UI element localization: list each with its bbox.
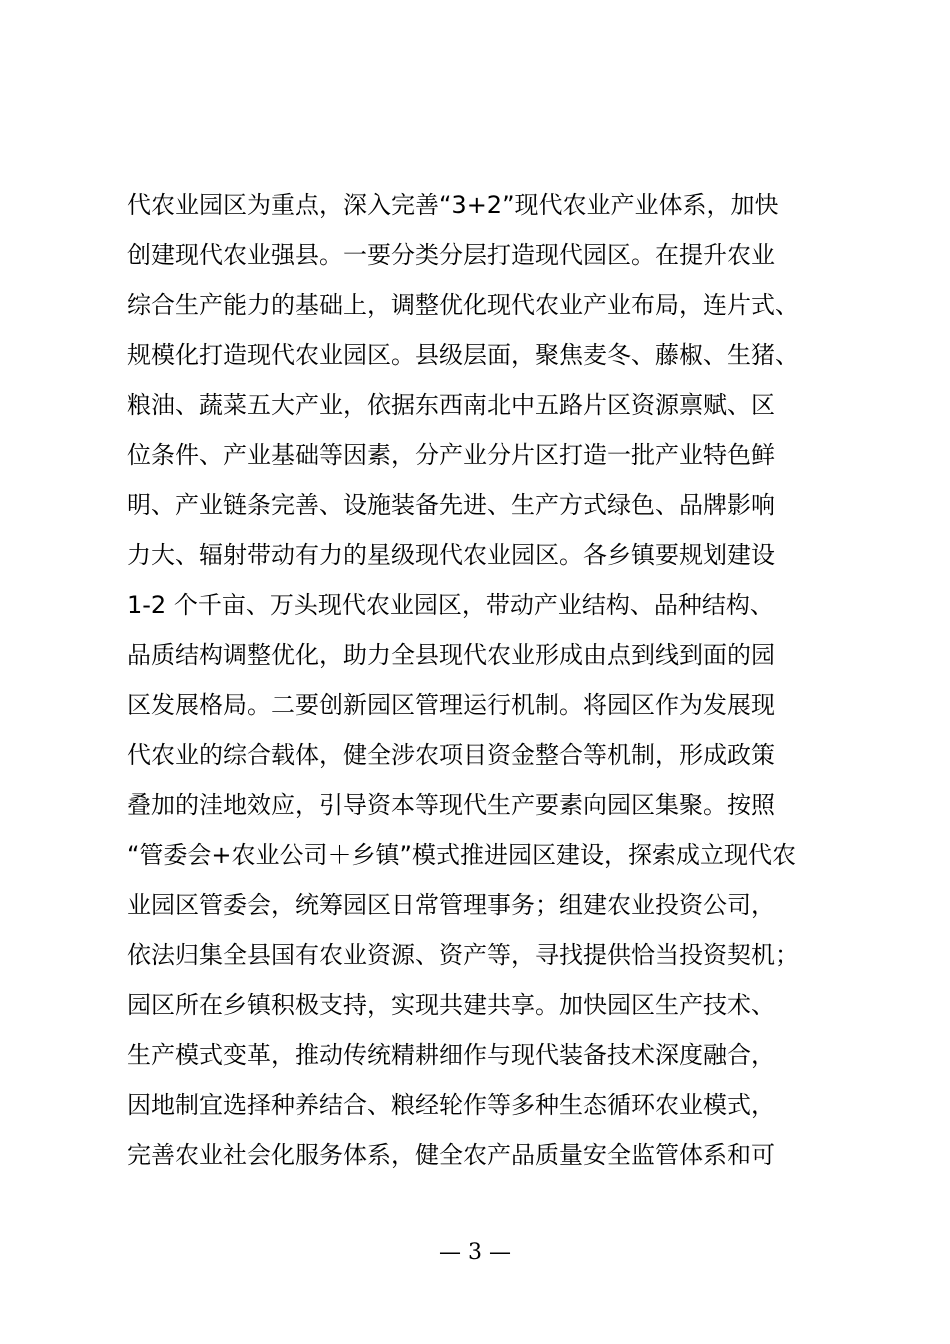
text-line: 依法归集全县国有农业资源、资产等，寻找提供恰当投资契机； (127, 941, 799, 969)
text-line: 规模化打造现代农业园区。县级层面，聚焦麦冬、藤椒、生猪、 (127, 341, 799, 369)
page-number: — 3 — (439, 1240, 511, 1265)
text-line: 位条件、产业基础等因素，分产业分片区打造一批产业特色鲜 (127, 441, 775, 469)
text-line: 综合生产能力的基础上，调整优化现代农业产业布局，连片式、 (127, 291, 799, 319)
text-line: 生产模式变革，推动传统精耕细作与现代装备技术深度融合， (127, 1041, 775, 1069)
text-line: 叠加的洼地效应，引导资本等现代生产要素向园区集聚。按照 (127, 791, 775, 819)
text-line: 因地制宜选择种养结合、粮经轮作等多种生态循环农业模式， (127, 1091, 775, 1119)
text-line: 代农业的综合载体，健全涉农项目资金整合等机制，形成政策 (127, 741, 775, 769)
text-line: 力大、辐射带动有力的星级现代农业园区。各乡镇要规划建设 (127, 541, 775, 569)
text-line: 园区所在乡镇积极支持，实现共建共享。加快园区生产技术、 (127, 991, 775, 1019)
text-line: 品质结构调整优化，助力全县现代农业形成由点到线到面的园 (127, 641, 775, 669)
text-line: 业园区管委会，统筹园区日常管理事务；组建农业投资公司， (127, 891, 775, 919)
text-line: 1-2 个千亩、万头现代农业园区，带动产业结构、品种结构、 (127, 591, 774, 619)
text-line: 创建现代农业强县。一要分类分层打造现代园区。在提升农业 (127, 241, 775, 269)
text-line: 粮油、蔬菜五大产业，依据东西南北中五路片区资源禀赋、区 (127, 391, 775, 419)
body-paragraph (127, 180, 847, 1180)
text-line: 明、产业链条完善、设施装备先进、生产方式绿色、品牌影响 (127, 491, 775, 519)
text-line: 区发展格局。二要创新园区管理运行机制。将园区作为发展现 (127, 691, 775, 719)
text-line: 完善农业社会化服务体系，健全农产品质量安全监管体系和可 (127, 1141, 775, 1169)
text-line: “管委会+农业公司＋乡镇”模式推进园区建设，探索成立现代农 (127, 841, 796, 869)
text-line: 代农业园区为重点，深入完善“3+2”现代农业产业体系，加快 (127, 191, 779, 219)
